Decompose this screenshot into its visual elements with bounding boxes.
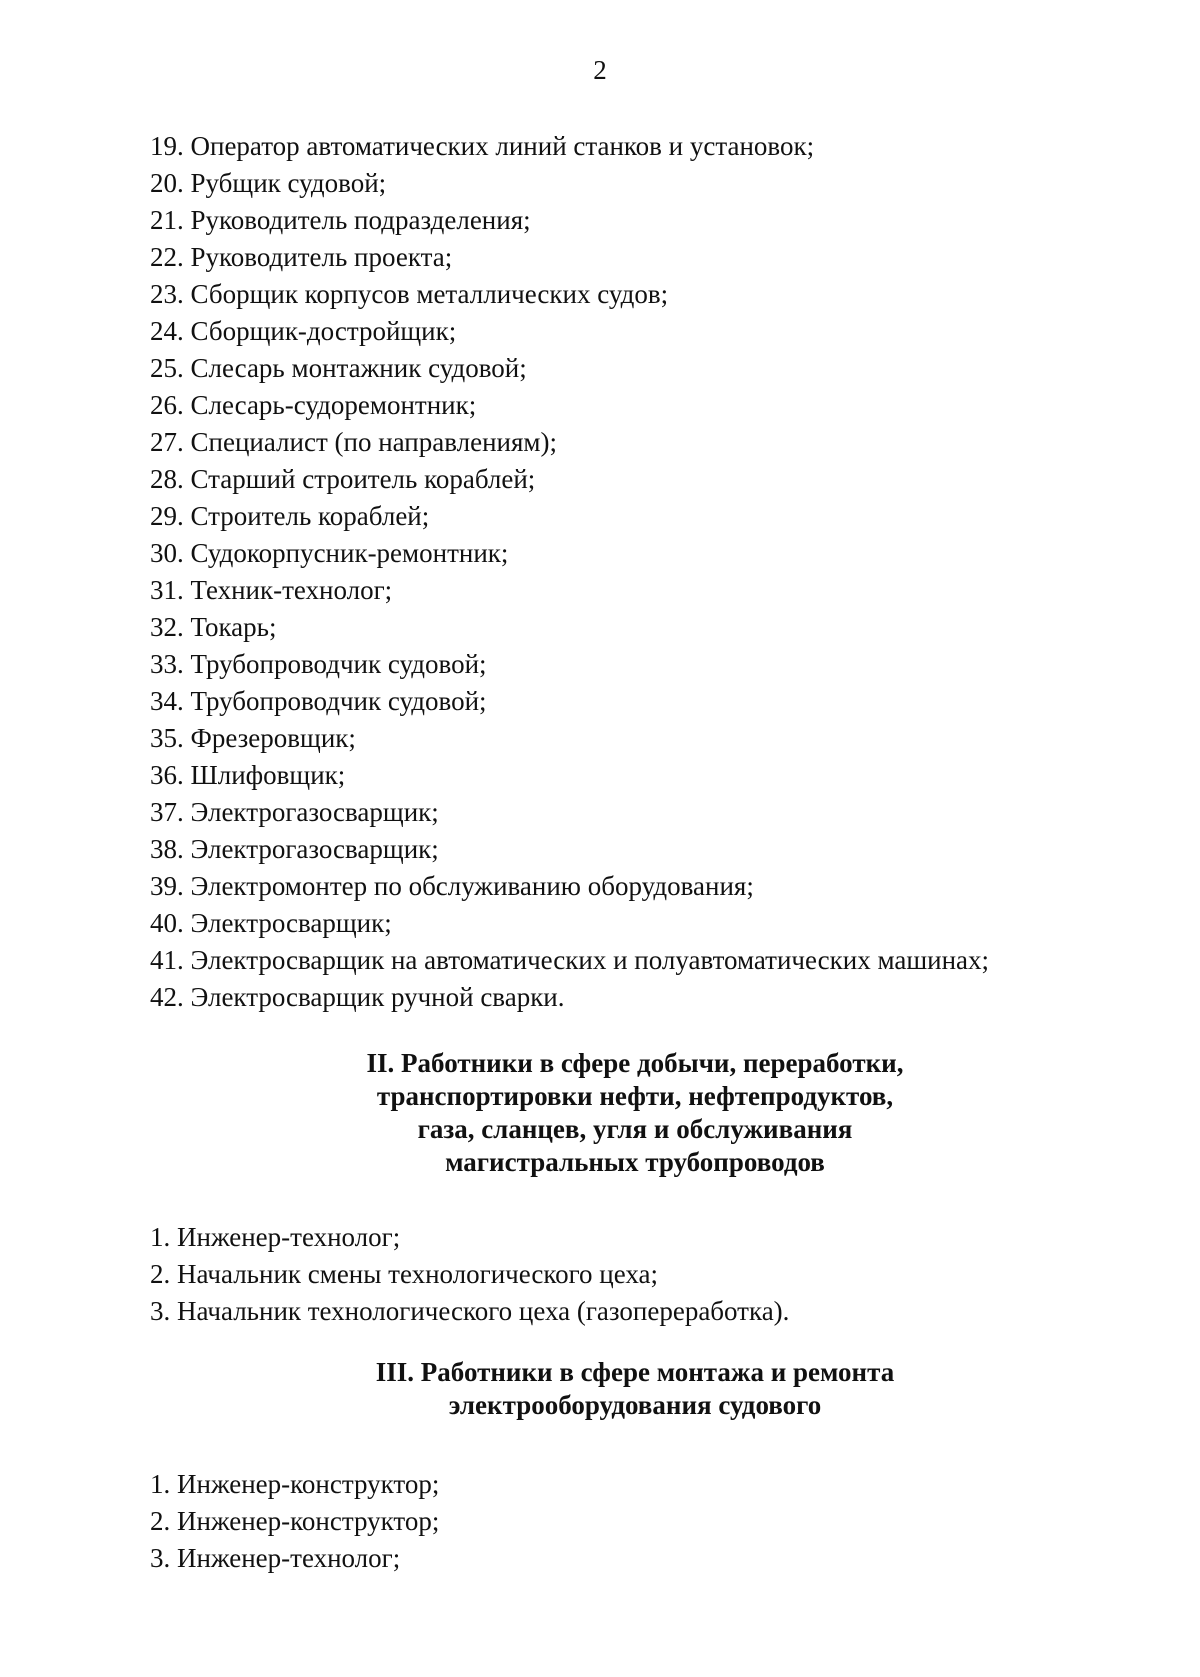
list-item: 35. Фрезеровщик; [150, 723, 356, 753]
heading-line: транспортировки нефти, нефтепродуктов, [376, 1081, 894, 1111]
list-item: 30. Судокорпусник-ремонтник; [150, 538, 509, 568]
list-item: 41. Электросварщик на автоматических и полуавтоматических машинах; [150, 945, 990, 975]
list-item: 2. Инженер-конструктор; [150, 1506, 440, 1536]
list-item: 34. Трубопроводчик судовой; [150, 686, 487, 716]
list-item: 2. Начальник смены технологического цеха; [150, 1259, 658, 1289]
list-item: 26. Слесарь-судоремонтник; [150, 390, 477, 420]
list-item: 28. Старший строитель кораблей; [150, 464, 536, 494]
list-item: 40. Электросварщик; [150, 908, 392, 938]
list-item: 3. Начальник технологического цеха (газопереработка). [150, 1296, 790, 1326]
occupation-list-oil-gas [150, 1219, 789, 1330]
page-number: 2 [593, 55, 607, 85]
list-item: 37. Электрогазосварщик; [150, 797, 439, 827]
list-item: 32. Токарь; [150, 612, 277, 642]
list-item: 1. Инженер-технолог; [150, 1222, 401, 1252]
list-item: 24. Сборщик-достройщик; [150, 316, 457, 346]
heading-line: II. Работники в сфере добычи, переработки, [366, 1048, 904, 1078]
list-item: 22. Руководитель проекта; [150, 242, 453, 272]
list-item: 19. Оператор автоматических линий станков и установок; [150, 131, 815, 161]
list-item: 27. Специалист (по направлениям); [150, 427, 557, 457]
list-item: 3. Инженер-технолог; [150, 1543, 401, 1573]
heading-line: электрооборудования судового [448, 1390, 822, 1420]
heading-line: III. Работники в сфере монтажа и ремонта [375, 1357, 895, 1387]
list-item: 36. Шлифовщик; [150, 760, 346, 790]
heading-line: магистральных трубопроводов [445, 1147, 825, 1177]
list-item: 39. Электромонтер по обслуживанию оборудования; [150, 871, 754, 901]
heading-line: газа, сланцев, угля и обслуживания [417, 1114, 853, 1144]
list-item: 1. Инженер-конструктор; [150, 1469, 440, 1499]
list-item: 20. Рубщик судовой; [150, 168, 387, 198]
list-item: 33. Трубопроводчик судовой; [150, 649, 487, 679]
list-item: 42. Электросварщик ручной сварки. [150, 982, 565, 1012]
list-item: 25. Слесарь монтажник судовой; [150, 353, 527, 383]
list-item: 31. Техник-технолог; [150, 575, 393, 605]
section-heading-oil-gas [0, 1047, 1200, 1179]
list-item: 29. Строитель кораблей; [150, 501, 430, 531]
occupation-list-continued [150, 128, 989, 1016]
occupation-list-ship-electrical [150, 1466, 439, 1577]
list-item: 23. Сборщик корпусов металлических судов; [150, 279, 669, 309]
list-item: 38. Электрогазосварщик; [150, 834, 439, 864]
section-heading-ship-electrical [0, 1356, 1200, 1422]
list-item: 21. Руководитель подразделения; [150, 205, 531, 235]
